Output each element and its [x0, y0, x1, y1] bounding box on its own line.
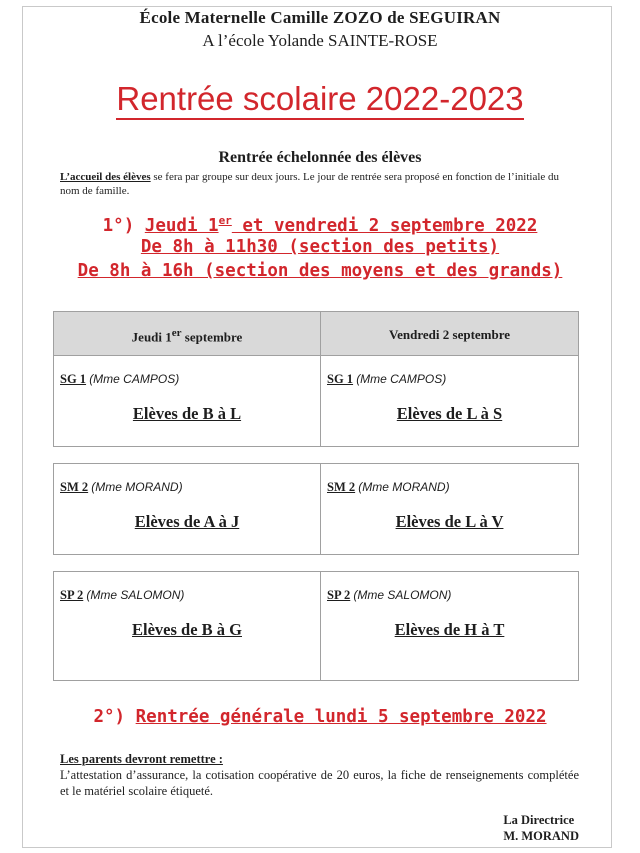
student-group: Elèves de B à L — [132, 404, 242, 423]
schedule-cell — [53, 571, 321, 681]
intro-lead: L’accueil des élèves — [60, 171, 151, 183]
class-teacher: SG 1 (Mme CAMPOS) — [327, 372, 447, 386]
signature-name: M. MORAND — [503, 829, 579, 843]
phase1-line3-text: De 8h à 16h (section des moyens et des grands) — [77, 261, 563, 281]
school-subtitle: A l’école Yolande SAINTE-ROSE — [202, 31, 438, 50]
phase1-line2 — [0, 237, 640, 257]
schedule-header-friday-label: Vendredi 2 septembre — [388, 327, 511, 342]
schedule-header-friday — [320, 311, 579, 356]
phase1-line1-b: et vendredi 2 septembre 2022 — [231, 215, 538, 236]
class-teacher: SM 2 (Mme MORAND) — [327, 480, 450, 494]
phase2-line — [0, 707, 640, 727]
student-group: Elèves de B à G — [132, 620, 242, 639]
phase2-prefix: 2°) — [93, 707, 136, 727]
schedule-header-thursday — [53, 311, 321, 356]
class-teacher: SM 2 (Mme MORAND) — [60, 480, 183, 494]
phase2-text: Rentrée générale lundi 5 septembre 2022 — [135, 707, 547, 727]
intro-text: se fera par groupe sur deux jours. Le jour de rentrée sera proposé en fonction de l’initiale du nom de famille. — [60, 171, 560, 197]
signature — [503, 812, 579, 844]
student-group: Elèves de H à T — [394, 620, 505, 639]
school-name: École Maternelle Camille ZOZO de SEGUIRAN — [139, 8, 501, 27]
student-group: Elèves de L à V — [395, 512, 504, 531]
parents-text: L’attestation d’assurance, la cotisation coopérative de 20 euros, la fiche de renseignements complétée et le matériel scolaire étiqueté. — [60, 768, 579, 798]
schedule-cell — [320, 571, 579, 681]
student-group: Elèves de L à S — [396, 404, 503, 423]
page-title — [0, 80, 640, 118]
signature-role: La Directrice — [503, 813, 575, 827]
class-teacher: SG 1 (Mme CAMPOS) — [60, 372, 180, 386]
intro-paragraph — [60, 170, 580, 198]
schedule-cell — [320, 463, 579, 555]
phase1-line1-a: Jeudi 1 — [144, 215, 219, 236]
student-group: Elèves de A à J — [134, 512, 240, 531]
page-title-text: Rentrée scolaire 2022-2023 — [116, 80, 523, 120]
schedule-cell — [320, 355, 579, 447]
phase1-line3 — [0, 261, 640, 281]
phase1-prefix: 1°) — [102, 215, 145, 236]
section-subtitle: Rentrée échelonnée des élèves — [218, 149, 422, 166]
parents-heading: Les parents devront remettre : — [60, 752, 223, 766]
phase1-line1 — [0, 214, 640, 236]
schedule-cell — [53, 463, 321, 555]
phase1-line2-text: De 8h à 11h30 (section des petits) — [140, 237, 500, 257]
class-teacher: SP 2 (Mme SALOMON) — [60, 588, 185, 602]
schedule-cell — [53, 355, 321, 447]
phase1-line1-sup: er — [218, 214, 232, 227]
schedule-header-thursday-label: Jeudi 1er septembre — [131, 327, 243, 345]
class-teacher: SP 2 (Mme SALOMON) — [327, 588, 452, 602]
